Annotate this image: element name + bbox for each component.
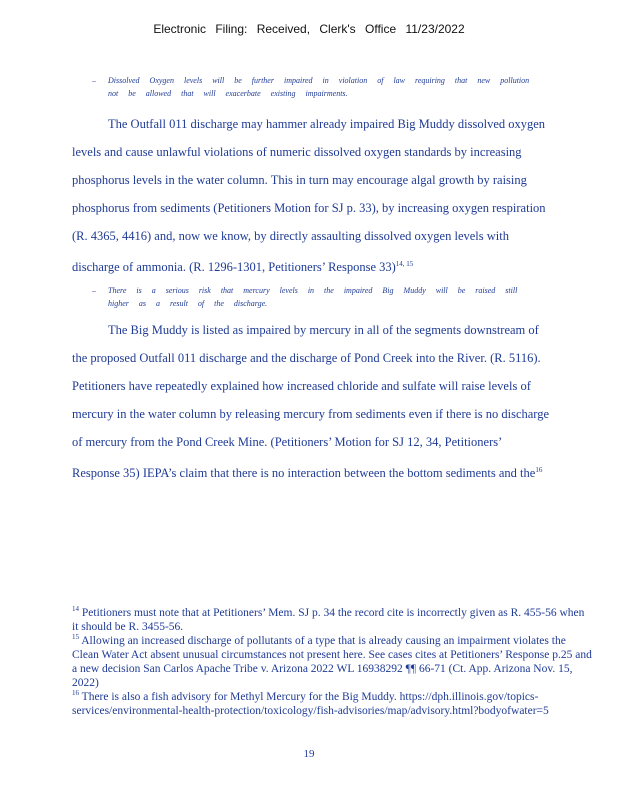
footnote-16 [72,686,592,718]
footnote-ref: 14, 15 [395,260,414,268]
paragraph-text: The Big Muddy is listed as impaired by mercury in all of the segments downstream of the proposed Outfall 011 discharge and the discharge of Pond Creek into the River. (R. 5116). Petitioners have repeatedly explained how increased chloride and sulfate will raise levels of mercury in the water column by releasing mercury from sediments even if there is no discharge of mercury from the Pond Creek Mine. (Petitioners’ Motion for SJ 12, 34, Petitioners’ Response 35) IEPA’s claim that there is no interaction between the bottom sediments and the [72,323,550,481]
bullet-dissolved-oxygen [92,74,532,100]
footnote-number: 14 [72,605,79,613]
bullet-text: Dissolved Oxygen levels will be further impaired in violation of law requiring that new pollution not be allowed that will exacerbate existing impairments. [108,76,530,98]
bullet-dash: – [92,286,96,295]
bullet-text: There is a serious risk that mercury levels in the impaired Big Muddy will be raised still higher as a result of the discharge. [108,286,518,308]
footnote-ref: 16 [535,466,543,474]
footnote-text: There is also a fish advisory for Methyl Mercury for the Big Muddy. https://dph.illinois.gov/topics-services/environmental-health-protection/toxicology/fish-advisories/map/advisory.html?bodyofwater=5 [72,690,549,717]
paragraph-text: The Outfall 011 discharge may hammer already impaired Big Muddy dissolved oxygen levels and cause unlawful violations of numeric dissolved oxygen standards by increasing phosphorus levels in the water column. This in turn may encourage algal growth by raising phosphorus from sediments (Petitioners Motion for SJ p. 33), by increasing oxygen respiration (R. 4365, 4416) and, now we know, by directly assaulting dissolved oxygen levels with discharge of ammonia. (R. 1296-1301, Petitioners’ Response 33) [72,117,546,275]
bullet-mercury [92,284,532,310]
filing-stamp-header: Electronic Filing: Received, Clerk's Office 11/23/2022 [153,22,465,36]
footnote-number: 16 [72,689,79,697]
footnote-text: Petitioners must note that at Petitioners’ Mem. SJ p. 34 the record cite is incorrectly given as R. 455-56 when it should be R. 3455-56. [72,606,585,633]
footnote-15 [72,630,592,690]
footnote-number: 15 [72,633,79,641]
footnote-text: Allowing an increased discharge of pollutants of a type that is already causing an impairment violates the Clean Water Act absent unusual circumstances not present here. See cases cites at Petitioners’ Response p.25 and a new decision San Carlos Apache Tribe v. Arizona 2022 WL 16938292 ¶¶ 66-71 (Ct. App. Arizona Nov. 15, 2022) [72,634,592,689]
paragraph-mercury [72,316,550,487]
page-number: 19 [303,748,315,760]
bullet-dash: – [92,76,96,85]
paragraph-outfall-011 [72,110,550,281]
